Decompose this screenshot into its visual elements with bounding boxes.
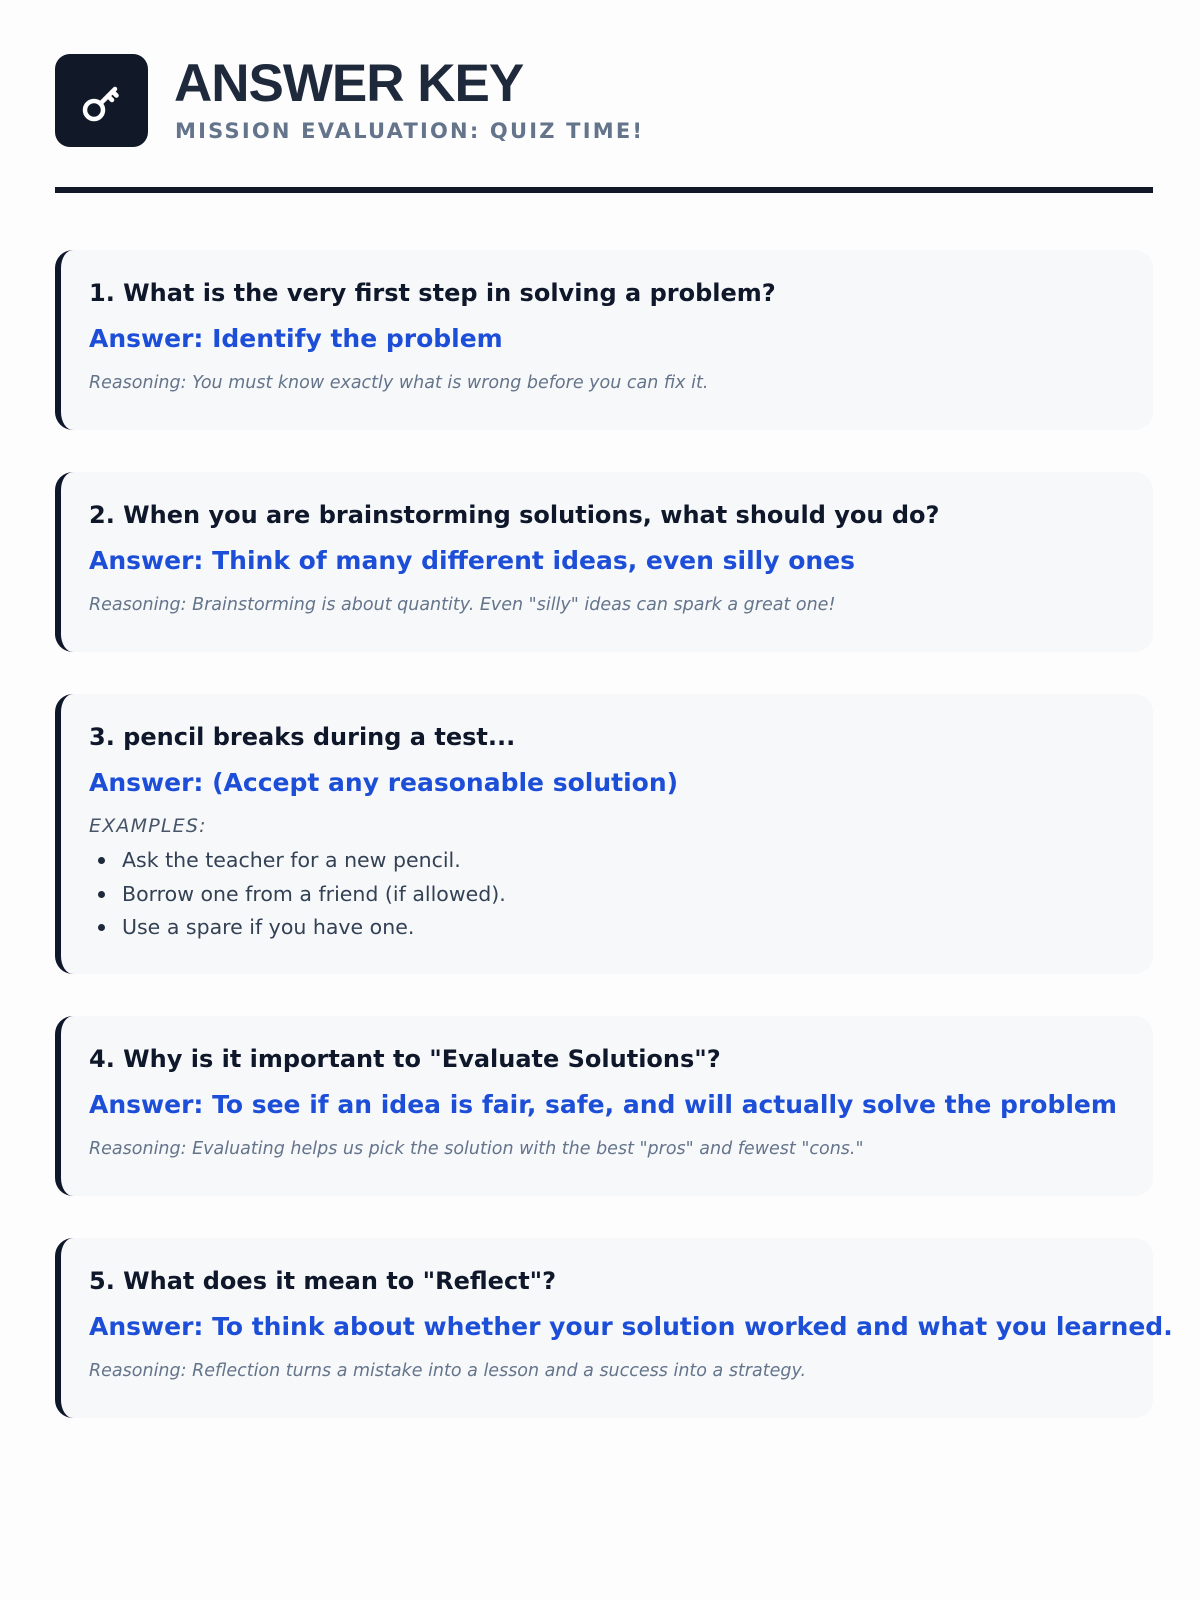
question-card-4 <box>55 1016 1153 1196</box>
header-divider <box>55 187 1153 193</box>
answer-key-page <box>55 0 1173 1600</box>
question-card-2 <box>55 472 1153 652</box>
question-card-1 <box>55 250 1153 430</box>
answer-text: Answer: (Accept any reasonable solution) <box>89 768 679 797</box>
reasoning-text: Reasoning: Reflection turns a mistake into a lesson and a success into a strategy. <box>89 1361 807 1381</box>
list-item <box>89 844 1129 878</box>
bullet-icon <box>98 891 105 898</box>
example-text: Ask the teacher for a new pencil. <box>122 848 461 872</box>
examples-list <box>89 844 1129 945</box>
question-text: 3. pencil breaks during a test... <box>89 723 516 751</box>
answer-text: Answer: To see if an idea is fair, safe, and will actually solve the problem <box>89 1090 1117 1119</box>
answer-text: Answer: To think about whether your solution worked and what you learned. <box>89 1312 1173 1341</box>
reasoning-text: Reasoning: Evaluating helps us pick the solution with the best "pros" and fewest "cons." <box>89 1139 864 1159</box>
reasoning-text: Reasoning: Brainstorming is about quantity. Even "silly" ideas can spark a great one! <box>89 595 836 615</box>
bullet-icon <box>98 924 105 931</box>
page-subtitle: MISSION EVALUATION: QUIZ TIME! <box>175 119 645 143</box>
question-card-5 <box>55 1238 1173 1418</box>
question-card-3 <box>55 694 1153 974</box>
key-icon <box>55 54 148 147</box>
bullet-icon <box>98 857 105 864</box>
list-item <box>89 911 1129 945</box>
question-text: 5. What does it mean to "Reflect"? <box>89 1267 557 1295</box>
page-title: ANSWER KEY <box>174 54 524 113</box>
answer-text: Answer: Think of many different ideas, even silly ones <box>89 546 856 575</box>
list-item <box>89 878 1129 912</box>
reasoning-text: Reasoning: You must know exactly what is wrong before you can fix it. <box>89 373 709 393</box>
question-text: 1. What is the very first step in solving a problem? <box>89 279 776 307</box>
page-header <box>55 54 1153 148</box>
question-text: 4. Why is it important to "Evaluate Solutions"? <box>89 1045 721 1073</box>
examples-label: EXAMPLES: <box>89 815 207 837</box>
question-text: 2. When you are brainstorming solutions, what should you do? <box>89 501 940 529</box>
example-text: Use a spare if you have one. <box>122 915 415 939</box>
answer-text: Answer: Identify the problem <box>89 324 503 353</box>
example-text: Borrow one from a friend (if allowed). <box>122 881 506 906</box>
